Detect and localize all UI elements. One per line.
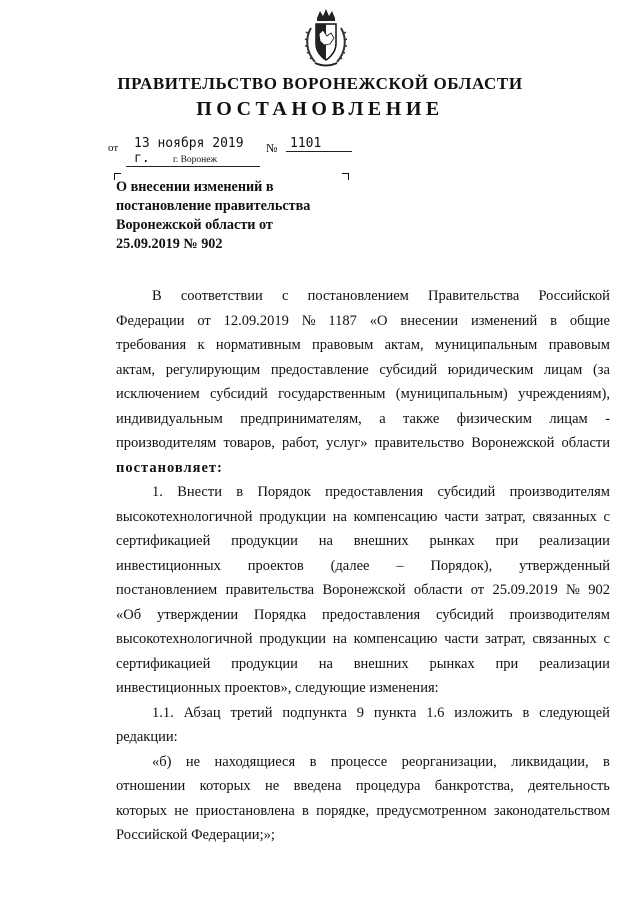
word: рынках [429, 655, 475, 672]
body-line [116, 799, 610, 824]
word: субсидий [379, 361, 438, 378]
word: изложить [454, 704, 513, 721]
word: государственным [278, 386, 386, 402]
word: исключением [116, 386, 200, 402]
word: (далее [330, 557, 370, 574]
word: 1.1. [152, 704, 174, 721]
document-body [116, 284, 610, 848]
word: пункта [373, 704, 417, 721]
word: не [265, 778, 280, 794]
word: на [318, 533, 333, 549]
subject-line: постановление правительства [116, 198, 311, 214]
word: в [309, 753, 317, 770]
document-date: 13 ноября 2019 г. [126, 136, 260, 167]
word: общие [569, 312, 610, 329]
word: деятельность [528, 778, 610, 794]
word: продукции [231, 533, 298, 549]
resolves-word: постановляет: [116, 459, 223, 476]
word: 902 [588, 582, 610, 598]
word: в [236, 484, 244, 500]
word: товаров, [223, 435, 275, 451]
word: (за [592, 361, 610, 378]
word: продукции [259, 631, 327, 647]
word: высокотехнологичной [116, 631, 253, 647]
word: Воронежской [322, 582, 406, 598]
word: № [566, 582, 580, 598]
word: области [561, 435, 610, 451]
word: банкротства, [434, 778, 514, 794]
body-line [116, 333, 610, 358]
word: изменений [470, 312, 538, 329]
word: правовым [312, 337, 374, 353]
date-prefix: от [108, 142, 119, 154]
word: Федерации [116, 312, 185, 329]
word: Порядок), [430, 557, 493, 574]
body-line: редакции: [116, 729, 178, 745]
document-subject [116, 178, 356, 254]
body-line [116, 750, 610, 775]
word: утверждении [156, 606, 239, 623]
word: внешних [353, 655, 409, 672]
word: которых [116, 802, 168, 819]
word: (муниципальным) [395, 386, 508, 402]
word: области [413, 582, 463, 598]
body-line [116, 627, 610, 652]
word: законодательством [493, 802, 610, 819]
word: лицам [549, 410, 588, 427]
word: сертификацией [116, 655, 211, 672]
word: учреждениям), [518, 386, 610, 402]
word: реорганизации, [401, 753, 497, 770]
word: порядке, [316, 802, 370, 819]
word: проектов [247, 557, 304, 574]
word: на [318, 655, 333, 672]
word: от [197, 312, 211, 329]
word: процедура [355, 778, 421, 794]
word: субсидий [437, 484, 496, 500]
word: субсидий [209, 386, 268, 402]
word: физическим [456, 410, 532, 427]
body-line [116, 578, 610, 603]
word: которых [199, 778, 251, 794]
word: 12.09.2019 [223, 312, 289, 329]
word: В [152, 288, 162, 304]
word: Воронежской [471, 435, 555, 451]
word: продукции [231, 655, 298, 672]
word: правительства [225, 582, 315, 598]
subject-line: 25.09.2019 № 902 [116, 236, 223, 252]
word: на [332, 631, 347, 647]
word: предусмотренном [376, 802, 487, 819]
word: на [332, 508, 347, 525]
word: введена [293, 778, 342, 794]
word: - [605, 410, 610, 427]
word: «О [369, 312, 388, 329]
body-line [116, 284, 610, 309]
word: в [603, 753, 610, 770]
word: продукции [259, 508, 327, 525]
word: индивидуальным [116, 410, 223, 427]
body-line [116, 554, 610, 579]
body-line: инвестиционных проектов», следующие изменения: [116, 680, 439, 696]
word: работ, [282, 435, 320, 451]
word: актам, [384, 337, 424, 353]
body-line [116, 358, 610, 383]
word: в [302, 802, 309, 819]
body-line [116, 529, 610, 554]
word: реализации [539, 655, 610, 672]
word: затрат, [485, 508, 526, 525]
date-number-line [108, 136, 408, 166]
word: процессе [330, 753, 388, 770]
word: требования [116, 337, 187, 353]
word: № [301, 312, 316, 329]
word: ликвидации, [511, 753, 589, 770]
body-line [116, 505, 610, 530]
document-number: 1101 [286, 136, 352, 152]
word: компенсацию [353, 631, 438, 647]
body-line [116, 701, 610, 726]
word: не [174, 802, 189, 819]
word: 1187 [328, 312, 357, 329]
word: третий [230, 704, 273, 721]
word: внешних [353, 533, 409, 549]
word: инвестиционных [116, 557, 221, 574]
word: при [495, 655, 519, 672]
word: а [379, 410, 386, 427]
word: муниципальным [435, 337, 538, 353]
word: Абзац [183, 704, 221, 721]
word: к [197, 337, 205, 353]
word: компенсацию [353, 508, 438, 525]
word: услуг» [326, 435, 368, 451]
word: Порядок [257, 484, 311, 500]
word: предоставления [325, 484, 424, 500]
word: юридическим [447, 361, 534, 378]
word: 1. [152, 484, 163, 500]
body-line [116, 407, 610, 432]
government-title: ПРАВИТЕЛЬСТВО ВОРОНЕЖСКОЙ ОБЛАСТИ [117, 74, 523, 93]
word: субсидий [436, 606, 494, 623]
word: соответствии [180, 288, 263, 304]
word: правовым [548, 337, 610, 353]
word: постановлением [307, 288, 409, 304]
word: постановлением [116, 582, 218, 598]
word: 9 [356, 704, 365, 721]
body-line [116, 431, 610, 456]
word: утвержденный [519, 557, 610, 574]
word: Правительства [428, 288, 520, 304]
word: части [444, 631, 479, 647]
body-line [116, 480, 610, 505]
word: не [185, 753, 201, 770]
subject-line: О внесении изменений в [116, 179, 274, 195]
word: приостановлена [195, 802, 295, 819]
word: находящиеся [214, 753, 296, 770]
word: «б) [152, 753, 172, 770]
word: внесении [400, 312, 459, 329]
word: следующей [539, 704, 610, 721]
word: предпринимателям, [240, 410, 362, 427]
word: высокотехнологичной [116, 508, 253, 525]
word: предоставление [270, 361, 369, 378]
word: Внести [177, 484, 222, 500]
word: производителям [509, 484, 610, 500]
word: в [550, 312, 558, 329]
word: регулирующим [165, 361, 261, 378]
word: связанных [532, 508, 597, 525]
word: 1.6 [426, 704, 445, 721]
word: с [603, 508, 610, 525]
word: в [522, 704, 530, 721]
word: рынках [429, 533, 475, 549]
body-line [116, 774, 610, 799]
word: производителям [509, 606, 610, 623]
word: лицам [543, 361, 583, 378]
word: отношении [116, 778, 186, 794]
number-sign: № [266, 141, 278, 155]
word: актам, [116, 361, 156, 378]
city-label: г. Воронеж [173, 155, 218, 165]
word: с [603, 631, 610, 647]
word: Порядка [253, 606, 307, 623]
word: с [281, 288, 289, 304]
word: производителям [116, 435, 217, 451]
body-line [116, 603, 610, 628]
document-type-title: ПОСТАНОВЛЕНИЕ [196, 98, 444, 120]
resolves-line [116, 456, 610, 481]
word: подпункта [282, 704, 347, 721]
word: Российской [538, 288, 610, 304]
word: части [444, 508, 479, 525]
word: предоставления [322, 606, 421, 623]
word: «Об [116, 606, 142, 623]
body-line: Российской Федерации;»; [116, 827, 275, 843]
word: реализации [539, 533, 610, 549]
word: нормативным [215, 337, 301, 353]
word: сертификацией [116, 533, 211, 549]
word: связанных [532, 631, 597, 647]
word: – [396, 557, 404, 574]
word: затрат, [485, 631, 526, 647]
word: правительство [374, 435, 465, 451]
coat-of-arms-emblem [303, 8, 349, 68]
subject-line: Воронежской области от [116, 217, 273, 233]
body-line [116, 652, 610, 677]
word: 25.09.2019 [492, 582, 558, 598]
body-line [116, 309, 610, 334]
word: при [495, 533, 519, 549]
body-line [116, 382, 610, 407]
word: от [470, 582, 485, 598]
word: также [403, 410, 440, 427]
